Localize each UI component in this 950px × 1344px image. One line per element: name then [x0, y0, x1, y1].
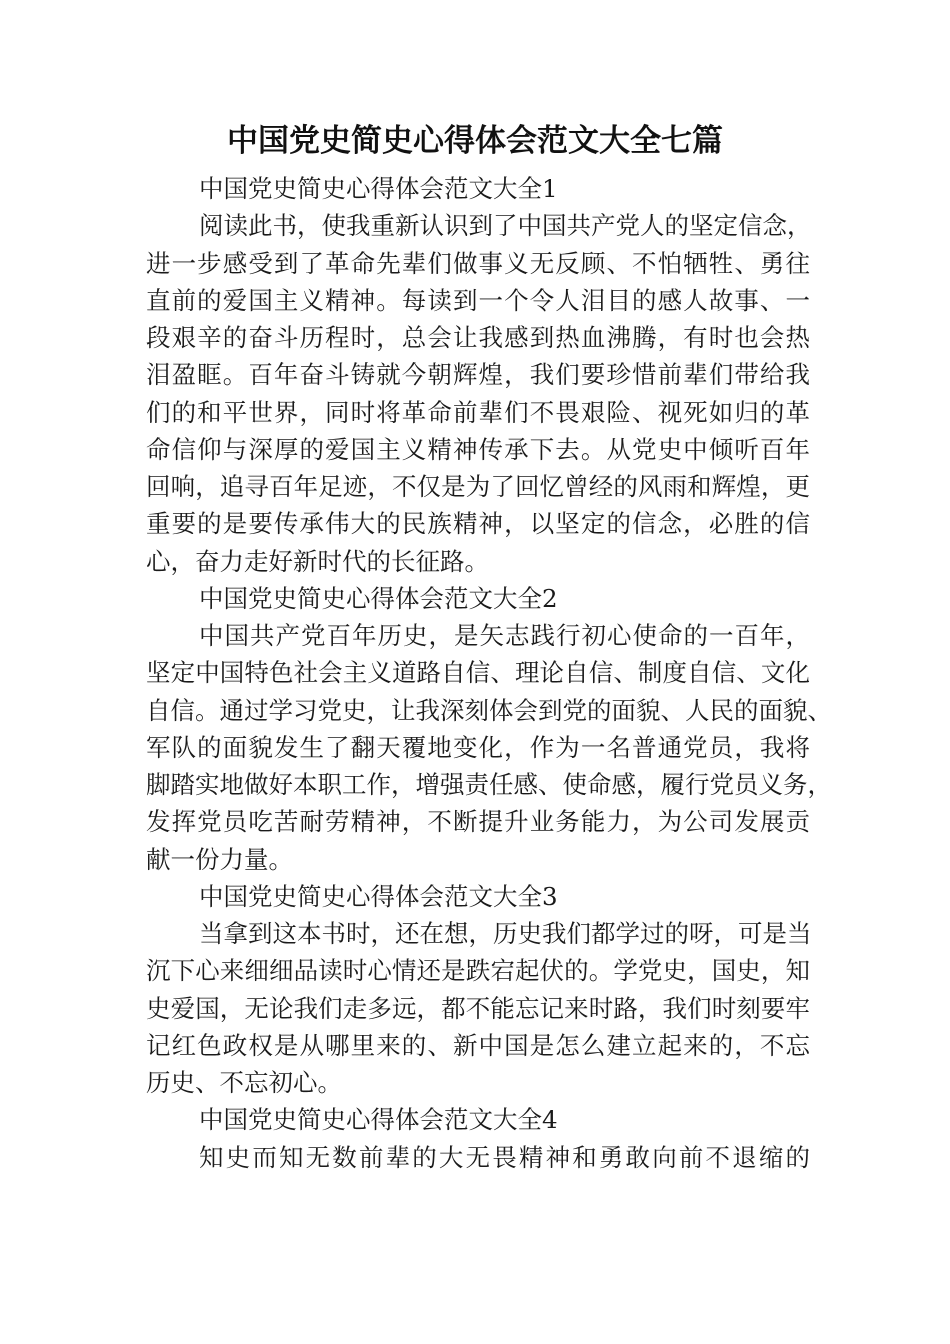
paragraph-line: 命信仰与深厚的爱国主义精神传承下去。从党史中倾听百年 [146, 434, 810, 464]
paragraph-line: 记红色政权是从哪里来的、新中国是怎么建立起来的，不忘 [146, 1030, 810, 1060]
paragraph-line: 们的和平世界，同时将革命前辈们不畏艰险、视死如归的革 [146, 397, 810, 427]
paragraph-line: 心，奋力走好新时代的长征路。 [146, 546, 489, 576]
paragraph-line: 直前的爱国主义精神。每读到一个令人泪目的感人故事、一 [146, 285, 810, 315]
paragraph-line: 沉下心来细细品读时心情还是跌宕起伏的。学党史，国史，知 [146, 956, 810, 986]
paragraph-line: 历史、不忘初心。 [146, 1068, 342, 1097]
paragraph-line: 脚踏实地做好本职工作，增强责任感、使命感，履行党员义务， [146, 770, 832, 799]
section-heading: 中国党史简史心得体会范文大全3 [199, 881, 558, 911]
paragraph-line: 进一步感受到了革命先辈们做事义无反顾、不怕牺牲、勇往 [146, 248, 810, 278]
paragraph-line: 阅读此书，使我重新认识到了中国共产党人的坚定信念， [199, 211, 812, 241]
document-title: 中国党史简史心得体会范文大全七篇 [227, 123, 723, 159]
section-heading: 中国党史简史心得体会范文大全4 [199, 1105, 558, 1135]
paragraph-line: 自信。通过学习党史，让我深刻体会到党的面貌、人民的面貌、 [146, 695, 832, 725]
paragraph-line: 重要的是要传承伟大的民族精神，以坚定的信念，必胜的信 [146, 509, 810, 539]
paragraph-line: 段艰辛的奋斗历程时，总会让我感到热血沸腾，有时也会热 [146, 323, 810, 352]
paragraph-line: 发挥党员吃苦耐劳精神，不断提升业务能力，为公司发展贡 [146, 807, 810, 837]
paragraph-line: 坚定中国特色社会主义道路自信、理论自信、制度自信、文化 [146, 658, 810, 688]
paragraph-line: 知史而知无数前辈的大无畏精神和勇敢向前不退缩的 [199, 1142, 810, 1172]
paragraph-line: 当拿到这本书时，还在想，历史我们都学过的呀，可是当 [199, 919, 812, 948]
document-body [146, 170, 832, 1176]
paragraph-line: 中国共产党百年历史，是矢志践行初心使命的一百年， [199, 621, 810, 650]
paragraph-line: 泪盈眶。百年奋斗铸就今朝辉煌，我们要珍惜前辈们带给我 [146, 360, 810, 390]
paragraph-line: 回响，追寻百年足迹，不仅是为了回忆曾经的风雨和辉煌，更 [146, 472, 810, 501]
section-heading: 中国党史简史心得体会范文大全2 [199, 583, 558, 613]
paragraph-line: 军队的面貌发生了翻天覆地变化，作为一名普通党员，我将 [146, 732, 810, 762]
paragraph-line: 史爱国，无论我们走多远，都不能忘记来时路，我们时刻要牢 [146, 993, 810, 1023]
section-heading: 中国党史简史心得体会范文大全1 [199, 174, 558, 203]
paragraph-line: 献一份力量。 [146, 844, 293, 874]
